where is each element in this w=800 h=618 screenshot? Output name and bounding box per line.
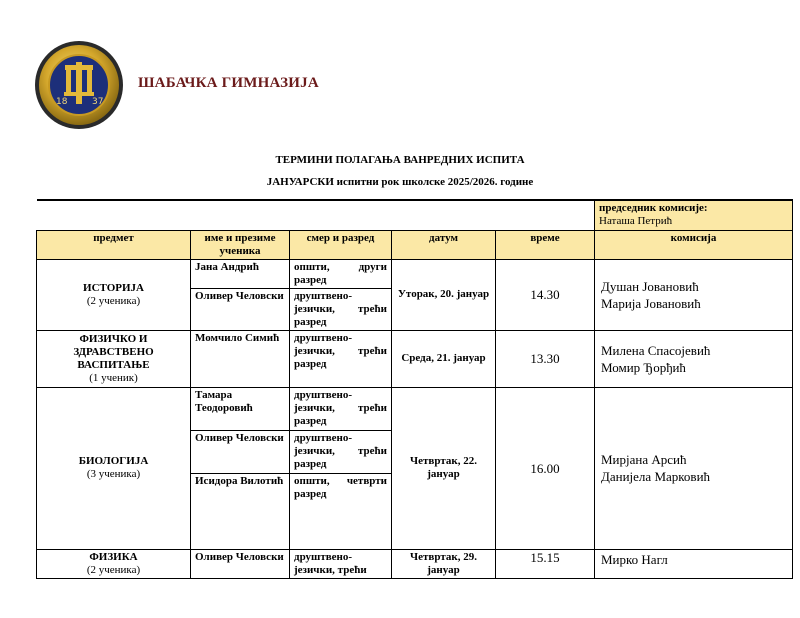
table-row (37, 387, 793, 430)
exam-date: Четвртак, 29. јануар (392, 549, 496, 578)
student-track: друштвено-језички, трећи разред (290, 387, 392, 430)
committee-members (595, 549, 793, 578)
student-name: Исидора Вилотић (191, 473, 290, 549)
subject-name: ИСТОРИЈА (83, 281, 144, 294)
subject-cell (37, 259, 191, 330)
committee-member: Мирјана Арсић (601, 452, 687, 467)
exam-time: 14.30 (496, 259, 595, 330)
document-title: ТЕРМИНИ ПОЛАГАЊА ВАНРЕДНИХ ИСПИТА (275, 154, 525, 166)
table-header-row (37, 230, 793, 259)
exam-date: Среда, 21. јануар (392, 330, 496, 387)
subject-name: ФИЗИКА (89, 550, 138, 563)
header-track: смер и разред (290, 230, 392, 259)
student-count: (1 ученик) (89, 371, 138, 384)
committee-president-name: Наташа Петрић (599, 215, 673, 227)
student-name: Јана Андрић (191, 259, 290, 288)
committee-member: Данијела Марковић (601, 469, 711, 484)
header-time: време (496, 230, 595, 259)
exam-time: 16.00 (496, 387, 595, 549)
logo-year-right: 37 (92, 97, 104, 107)
exam-date: Уторак, 20. јануар (392, 259, 496, 330)
student-track: друштвено-језички, трећи разред (290, 330, 392, 387)
president-row (37, 200, 793, 230)
committee-president-label: председник комисије: (599, 202, 708, 214)
school-name: ШАБАЧКА ГИМНАЗИЈА (138, 75, 319, 91)
committee-member: Мирко Нагл (601, 551, 668, 567)
committee-members (595, 259, 793, 330)
subject-name: ФИЗИЧКО И ЗДРАВСТВЕНО ВАСПИТАЊЕ (73, 332, 154, 371)
table-row (37, 259, 793, 288)
header-subject: предмет (37, 230, 191, 259)
logo-year-left: 18 (56, 97, 68, 107)
student-name: Момчило Симић (191, 330, 290, 387)
committee-president-cell (595, 200, 793, 230)
student-name: Тамара Теодоровић (191, 387, 290, 430)
student-count: (3 ученика) (86, 468, 141, 480)
committee-member: Марија Јовановић (601, 295, 701, 311)
subject-name: БИОЛОГИЈА (78, 455, 149, 467)
committee-members (595, 330, 793, 387)
subject-cell (37, 387, 191, 549)
student-name: Оливер Человски (191, 430, 290, 473)
table-row (37, 330, 793, 387)
student-track: друштвено-језички, трећи разред (290, 430, 392, 473)
committee-member: Милена Спасојевић (601, 342, 711, 358)
header-student: име и презиме ученика (191, 230, 290, 259)
header-committee: комисија (595, 230, 793, 259)
subject-cell (37, 549, 191, 578)
exam-date: Четвртак, 22. јануар (392, 387, 496, 549)
exam-time: 13.30 (496, 330, 595, 387)
committee-member: Душан Јовановић (601, 278, 699, 294)
exam-time: 15.15 (496, 549, 595, 578)
document-subtitle: ЈАНУАРСКИ испитни рок школске 2025/2026. године (266, 176, 534, 188)
school-logo (34, 40, 124, 130)
subject-cell (37, 330, 191, 387)
table-row (37, 549, 793, 578)
student-name: Оливер Человски (191, 549, 290, 578)
header-date: датум (392, 230, 496, 259)
committee-member: Момир Ђорђић (601, 359, 686, 375)
student-count: (2 ученика) (86, 563, 141, 576)
committee-members (595, 387, 793, 549)
student-track: општи, четврти разред (290, 473, 392, 549)
student-count: (2 ученика) (86, 294, 141, 307)
student-track: друштвено-језички, трећи разред (290, 288, 392, 330)
exam-schedule-table (36, 199, 793, 579)
student-track: друштвено-језички, трећи (290, 549, 392, 578)
student-track: општи, други разред (290, 259, 392, 288)
student-name: Оливер Человски (191, 288, 290, 330)
